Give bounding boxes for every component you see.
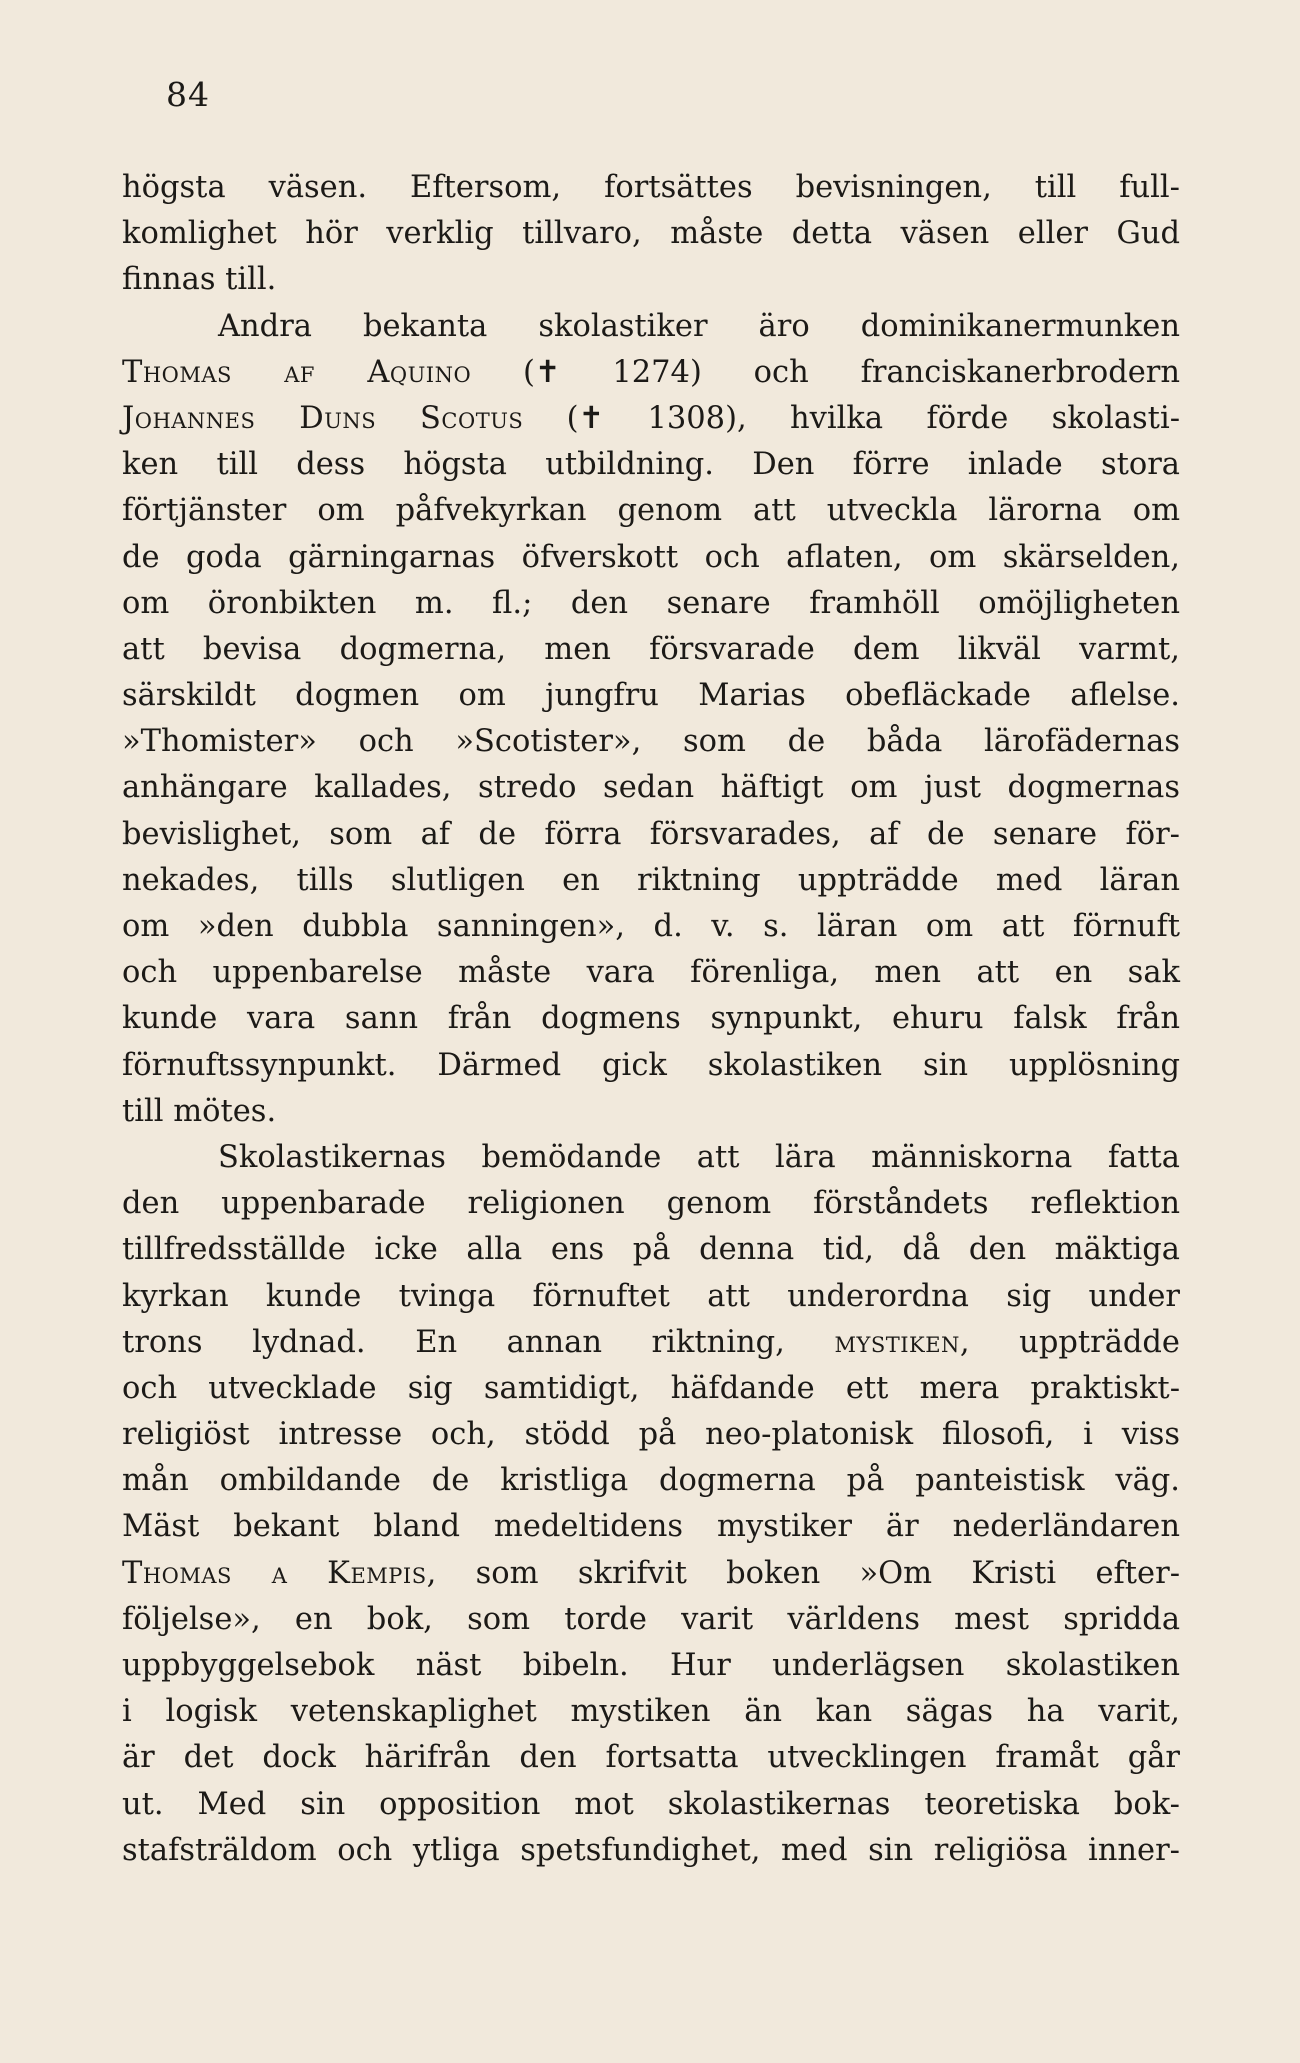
body-text: [122, 165, 1180, 1874]
text-line: »Thomister» och »Scotister», som de båda lärofädernas: [122, 724, 1180, 760]
text-line: om öronbikten m. fl.; den senare framhöll omöjligheten: [122, 585, 1180, 621]
text-line: följelse», en bok, som torde varit världens mest spridda: [122, 1601, 1180, 1637]
text-line: den uppenbarade religionen genom förståndets reflektion: [122, 1186, 1180, 1222]
text-line: [122, 1320, 1180, 1366]
text-line: [122, 396, 1180, 442]
text-line: bevislighet, som af de förra försvarades, af de senare för-: [122, 816, 1180, 852]
text-line: och utvecklade sig samtidigt, häfdande ett mera praktiskt-: [122, 1370, 1180, 1406]
text-line: och uppenbarelse måste vara förenliga, men att en sak: [122, 955, 1180, 991]
text-line: uppbyggelsebok näst bibeln. Hur underlägsen skolastiken: [122, 1648, 1180, 1683]
text-line: ken till dess högsta utbildning. Den förre inlade stora: [122, 447, 1180, 483]
text-line: [122, 1551, 1180, 1597]
text-line: komlighet hör verklig tillvaro, måste detta väsen eller Gud: [122, 216, 1180, 252]
text-line: Andra bekanta skolastiker äro dominikanermunken: [218, 308, 1180, 344]
text-fragment: , uppträdde: [959, 1324, 1180, 1360]
text-line: högsta väsen. Eftersom, fortsättes bevisningen, till full-: [122, 170, 1180, 205]
text-line: kunde vara sann från dogmens synpunkt, ehuru falsk från: [122, 1001, 1180, 1037]
text-fragment: (✝ 1308), hvilka förde skolasti-: [523, 400, 1181, 436]
text-line: stafsträldom och ytliga spetsfundighet, med sin religiösa inner-: [122, 1832, 1180, 1868]
text-line: är det dock härifrån den fortsatta utvecklingen framåt går: [122, 1740, 1180, 1776]
page-number: 84: [166, 75, 210, 114]
text-line: ut. Med sin opposition mot skolastikernas teoretiska bok-: [122, 1786, 1180, 1822]
text-line: Mäst bekant bland medeltidens mystiker är nederländaren: [122, 1509, 1180, 1545]
text-line: Skolastikernas bemödande att lära människorna fatta: [218, 1139, 1180, 1175]
text-line: särskildt dogmen om jungfru Marias obefläckade aflelse.: [122, 678, 1180, 714]
text-line: de goda gärningarnas öfverskott och aflaten, om skärselden,: [122, 539, 1180, 575]
text-line: religiöst intresse och, stödd på neo-platonisk filosofi, i viss: [122, 1417, 1180, 1453]
text-line: om »den dubbla sanningen», d. v. s. läran om att förnuft: [122, 909, 1180, 944]
small-caps-name: mystiken: [834, 1324, 960, 1360]
text-line: att bevisa dogmerna, men försvarade dem likväl varmt,: [122, 631, 1180, 667]
text-line: till mötes.: [122, 1093, 277, 1129]
text-line: kyrkan kunde tvinga förnuftet att underordna sig under: [122, 1278, 1180, 1314]
text-line: i logisk vetenskaplighet mystiken än kan sägas ha varit,: [122, 1694, 1180, 1730]
text-fragment: trons lydnad. En annan riktning,: [122, 1324, 835, 1360]
text-line: tillfredsställde icke alla ens på denna tid, då den mäktiga: [122, 1232, 1180, 1268]
text-line: finnas till.: [122, 262, 277, 298]
text-line: [122, 350, 1180, 396]
text-line: mån ombildande de kristliga dogmerna på panteistisk väg.: [122, 1463, 1180, 1499]
text-fragment: , som skrifvit boken »Om Kristi efter-: [426, 1555, 1180, 1591]
text-fragment: (✝ 1274) och franciskanerbrodern: [471, 354, 1180, 390]
text-line: förtjänster om påfvekyrkan genom att utveckla lärorna om: [122, 493, 1180, 529]
text-line: anhängare kallades, stredo sedan häftigt om just dogmernas: [122, 770, 1180, 806]
small-caps-name: Thomas af Aquino: [122, 354, 472, 390]
small-caps-name: Thomas a Kempis: [122, 1555, 427, 1591]
text-line: förnuftssynpunkt. Därmed gick skolastiken sin upplösning: [122, 1047, 1180, 1083]
small-caps-name: Johannes Duns Scotus: [122, 400, 524, 436]
text-line: nekades, tills slutligen en riktning uppträdde med läran: [122, 862, 1180, 898]
